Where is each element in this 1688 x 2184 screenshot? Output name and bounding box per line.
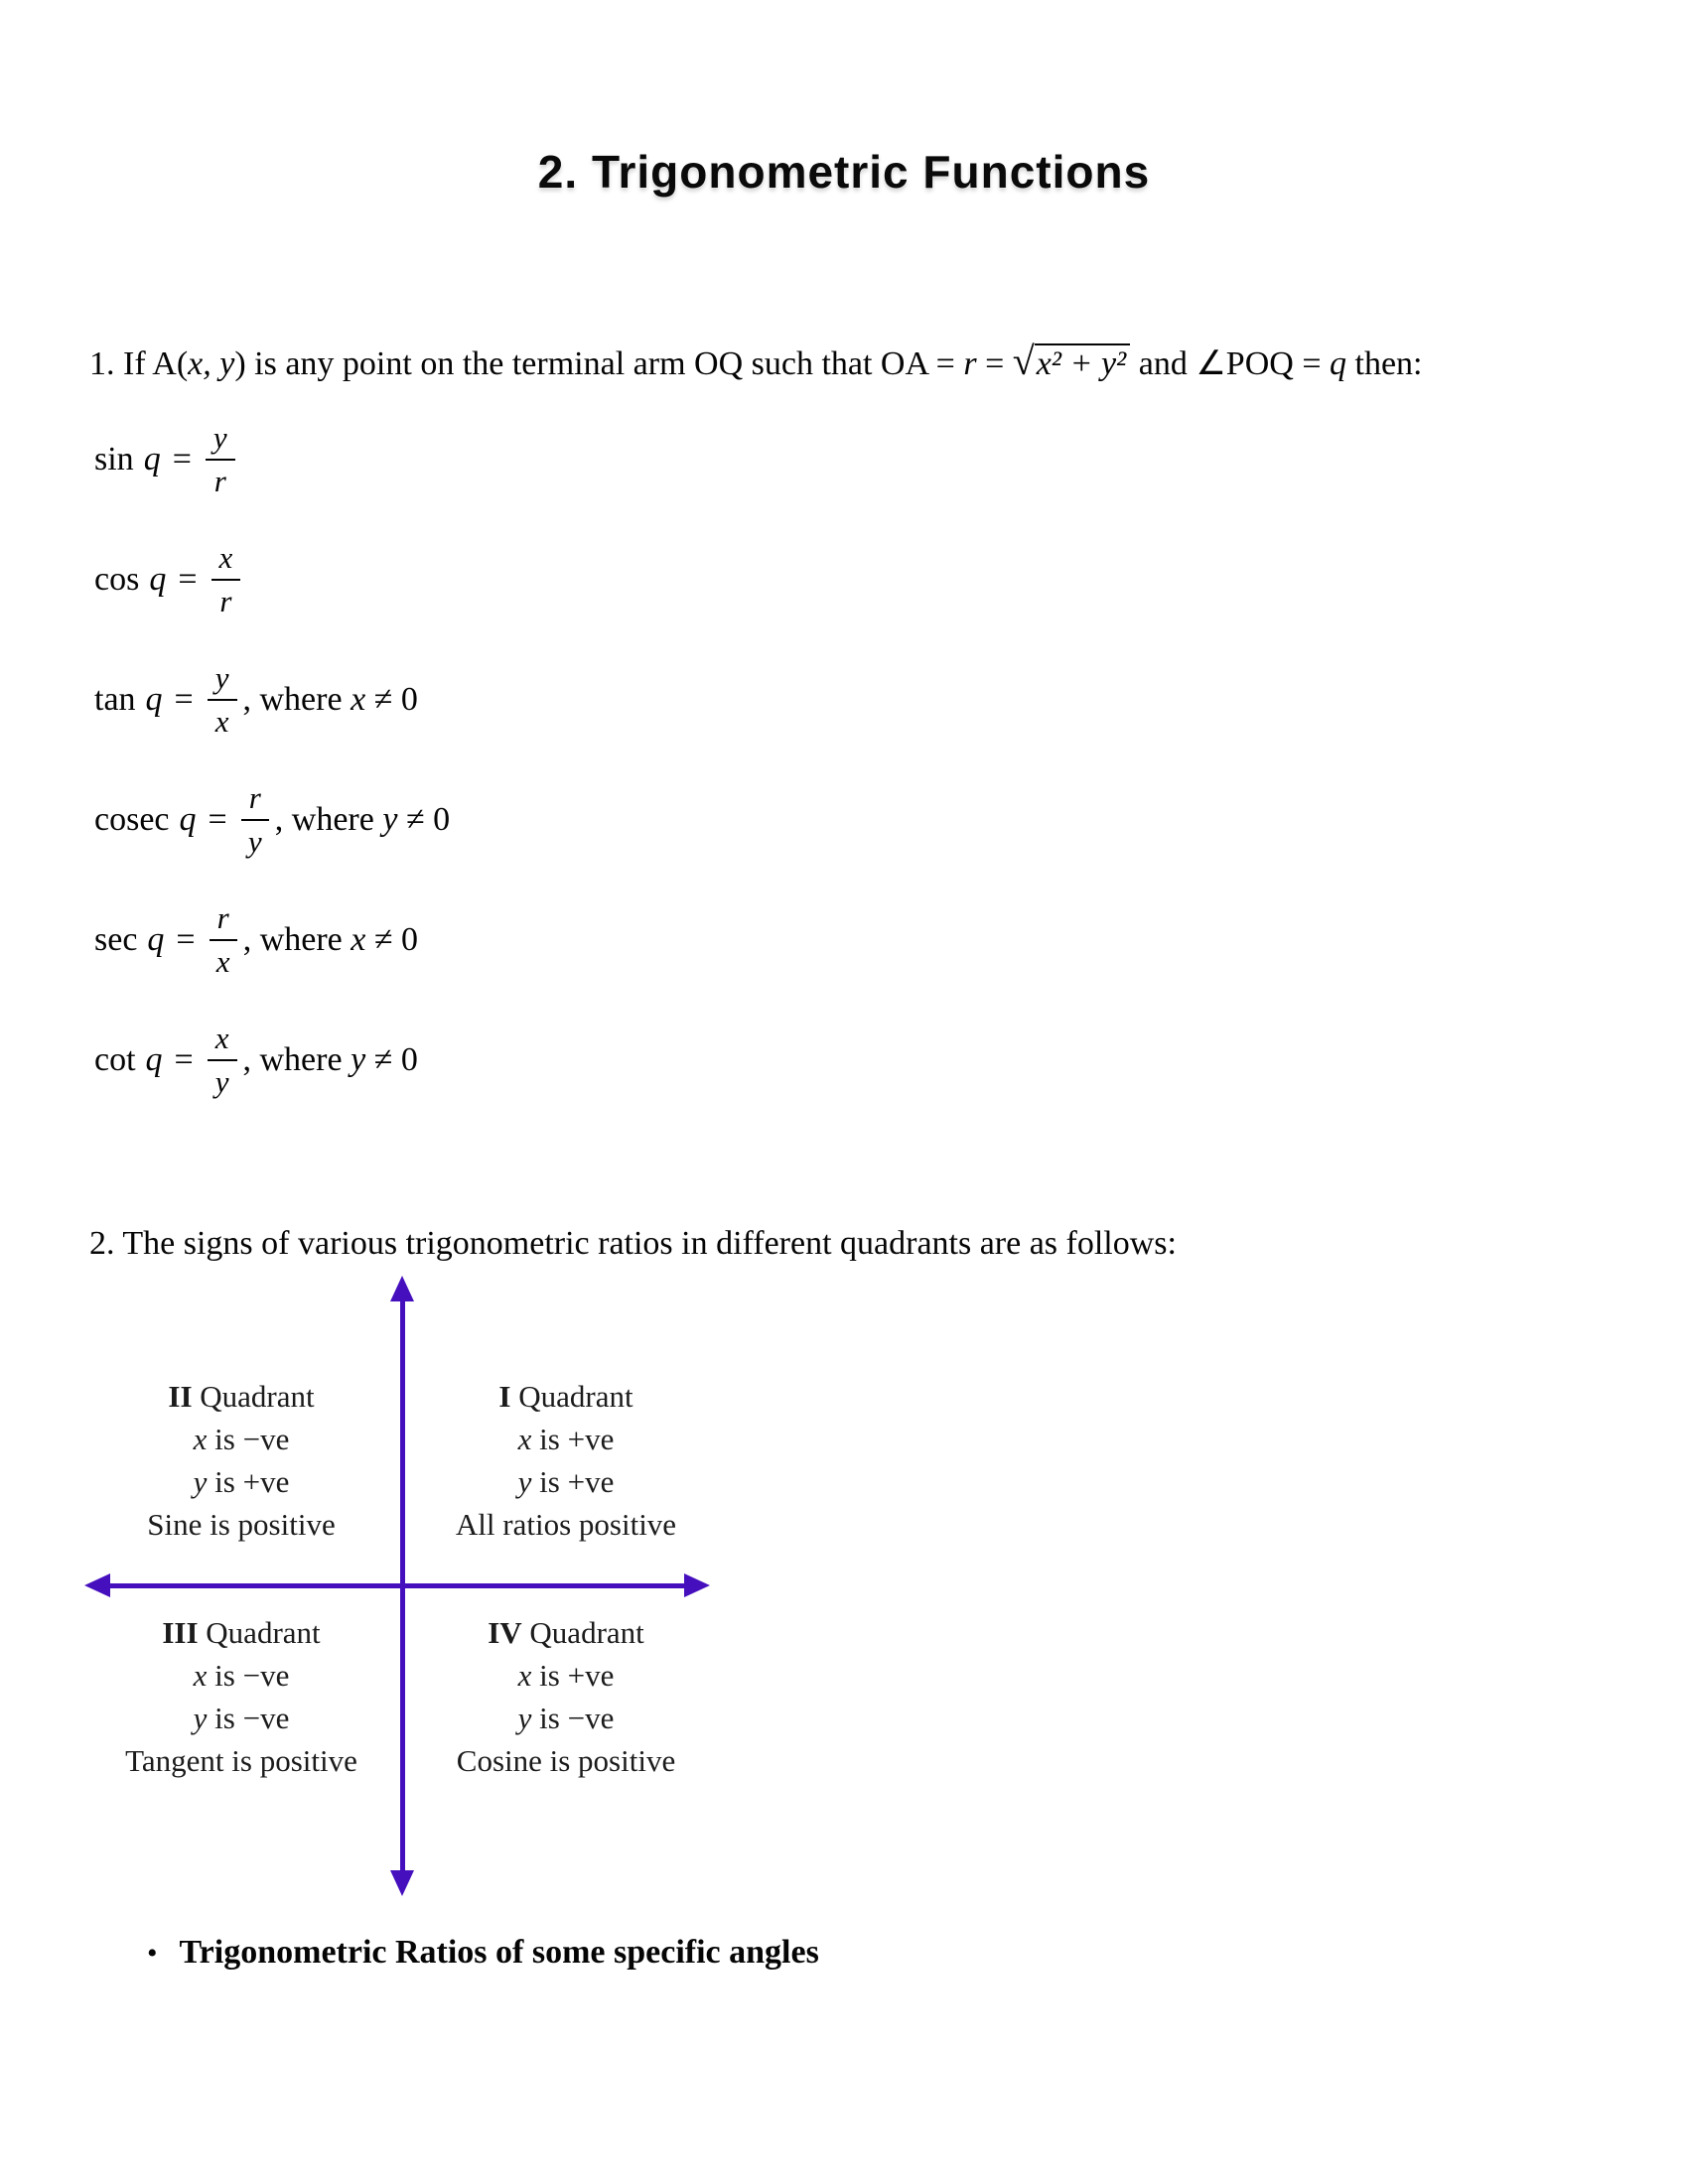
intro-text: 1. If A( [89,345,189,382]
square-root-expression [1012,339,1130,383]
y-var: y [193,1464,208,1499]
quadrant-numeral: IV [488,1615,522,1650]
formula-row-cot [94,1013,1688,1108]
note-text: ≠ 0 [365,681,418,718]
fraction-numerator: y [206,420,235,461]
bullet-item [147,1934,1688,1972]
quadrant-y-sign [417,1697,715,1739]
function-name: tan [94,681,136,718]
quadrant-numeral: II [168,1379,193,1414]
y-sign-text: is −ve [214,1701,290,1735]
quadrant-summary: Sine is positive [147,1507,336,1542]
quadrant-numeral: III [162,1615,199,1650]
equals-sign: = [172,441,192,478]
x-sign-text: is −ve [214,1658,290,1693]
condition-note [243,921,418,959]
intro-var-q: q [1330,345,1346,382]
y-var: y [517,1464,532,1499]
quadrant-summary: Cosine is positive [456,1743,676,1778]
intro-paragraph [89,336,1569,387]
fraction [206,420,235,498]
quadrant-iii-block [92,1611,390,1782]
quadrant-iv-block [417,1611,715,1782]
note-text: , where [242,921,352,958]
function-name: sec [94,921,138,958]
fraction-numerator: r [210,900,237,941]
quadrant-word: Quadrant [518,1379,633,1414]
quadrant-y-sign [92,1697,390,1739]
fraction-denominator: y [247,824,262,859]
angle-var: q [149,561,167,598]
quadrant-x-sign [92,1654,390,1697]
y-sign-text: is +ve [539,1464,615,1499]
condition-note [243,1041,418,1079]
function-name: cosec [94,801,170,838]
fraction-denominator: r [213,464,226,498]
fraction [208,660,237,739]
fraction-numerator: x [211,540,241,581]
condition-note [275,801,450,839]
function-name: cot [94,1041,136,1078]
x-axis-left-arrow-icon [84,1573,110,1597]
condition-note [243,681,418,719]
quadrant-x-sign [92,1418,390,1460]
bullet-text: Trigonometric Ratios of some specific angles [179,1934,819,1971]
equals-sign: = [176,921,196,958]
quadrant-summary: All ratios positive [455,1507,677,1542]
quadrant-summary: Tangent is positive [125,1743,357,1778]
angle-var: q [179,801,197,838]
formula-row-sin [94,412,1688,507]
bullet-icon: • [147,1937,158,1970]
quadrant-i-block [417,1375,715,1546]
note-var: x [351,921,366,958]
note-text: ≠ 0 [365,921,419,958]
fraction-numerator: y [208,660,237,701]
y-axis-down-arrow-icon [390,1870,414,1896]
section-2-heading: 2. The signs of various trigonometric ratios in different quadrants are as follows: [89,1225,1177,1262]
intro-text: and ∠POQ = [1130,345,1330,382]
fraction [208,1021,237,1099]
x-sign-text: is +ve [539,1422,615,1456]
equals-sign: = [174,1041,194,1078]
intro-var-r: r [963,345,977,382]
x-sign-text: is +ve [539,1658,615,1693]
page-title: 2. Trigonometric Functions [537,146,1151,198]
radical-sign: √ [1012,339,1035,383]
quadrant-title [92,1611,390,1654]
intro-text: ) is any point on the terminal arm OQ such that OA = [234,345,964,382]
y-sign-text: is −ve [539,1701,615,1735]
quadrant-word: Quadrant [206,1615,321,1650]
equals-sign: = [178,561,198,598]
angle-var: q [143,441,161,478]
note-text: ≠ 0 [365,1041,418,1078]
note-var: y [351,1041,366,1078]
quadrant-diagram [84,1276,710,1896]
note-text: , where [274,801,383,838]
formula-row-cosec [94,772,1688,868]
x-axis-line [98,1583,696,1588]
formula-list [94,412,1688,1108]
fraction-denominator: y [214,1064,229,1099]
angle-var: q [145,681,163,718]
intro-var-xy: x, y [188,345,235,382]
note-text: , where [242,681,352,718]
function-name: cos [94,561,140,598]
quadrant-x-sign [417,1654,715,1697]
intro-text: = [976,345,1013,382]
note-text: , where [242,1041,352,1078]
formula-row-tan [94,652,1688,748]
formula-row-cos [94,532,1688,627]
note-var: y [382,801,398,838]
y-axis-up-arrow-icon [390,1276,414,1301]
x-axis-right-arrow-icon [684,1573,710,1597]
radicand: x² + y² [1035,343,1131,382]
fraction-numerator: r [241,780,269,821]
fraction-denominator: r [219,584,232,618]
x-sign-text: is −ve [214,1422,290,1456]
angle-var: q [147,921,165,958]
quadrant-title [417,1375,715,1418]
x-var: x [193,1658,208,1693]
equals-sign: = [208,801,227,838]
quadrant-title [92,1375,390,1418]
quadrant-y-sign [92,1460,390,1503]
formula-row-sec [94,892,1688,988]
intro-text: then: [1346,345,1423,382]
fraction [211,540,241,618]
fraction [210,900,237,979]
function-name: sin [94,441,134,478]
y-var: y [517,1701,532,1735]
quadrant-title [417,1611,715,1654]
fraction-numerator: x [208,1021,237,1061]
equals-sign: = [174,681,194,718]
x-var: x [517,1658,532,1693]
fraction [241,780,269,859]
note-var: x [351,681,366,718]
quadrant-word: Quadrant [529,1615,644,1650]
angle-var: q [145,1041,163,1078]
x-var: x [517,1422,532,1456]
quadrant-ii-block [92,1375,390,1546]
quadrant-numeral: I [498,1379,511,1414]
fraction-denominator: x [214,704,229,739]
note-text: ≠ 0 [397,801,451,838]
x-var: x [193,1422,208,1456]
quadrant-word: Quadrant [200,1379,315,1414]
y-var: y [193,1701,208,1735]
quadrant-x-sign [417,1418,715,1460]
quadrant-y-sign [417,1460,715,1503]
fraction-denominator: x [215,944,230,979]
y-sign-text: is +ve [214,1464,290,1499]
